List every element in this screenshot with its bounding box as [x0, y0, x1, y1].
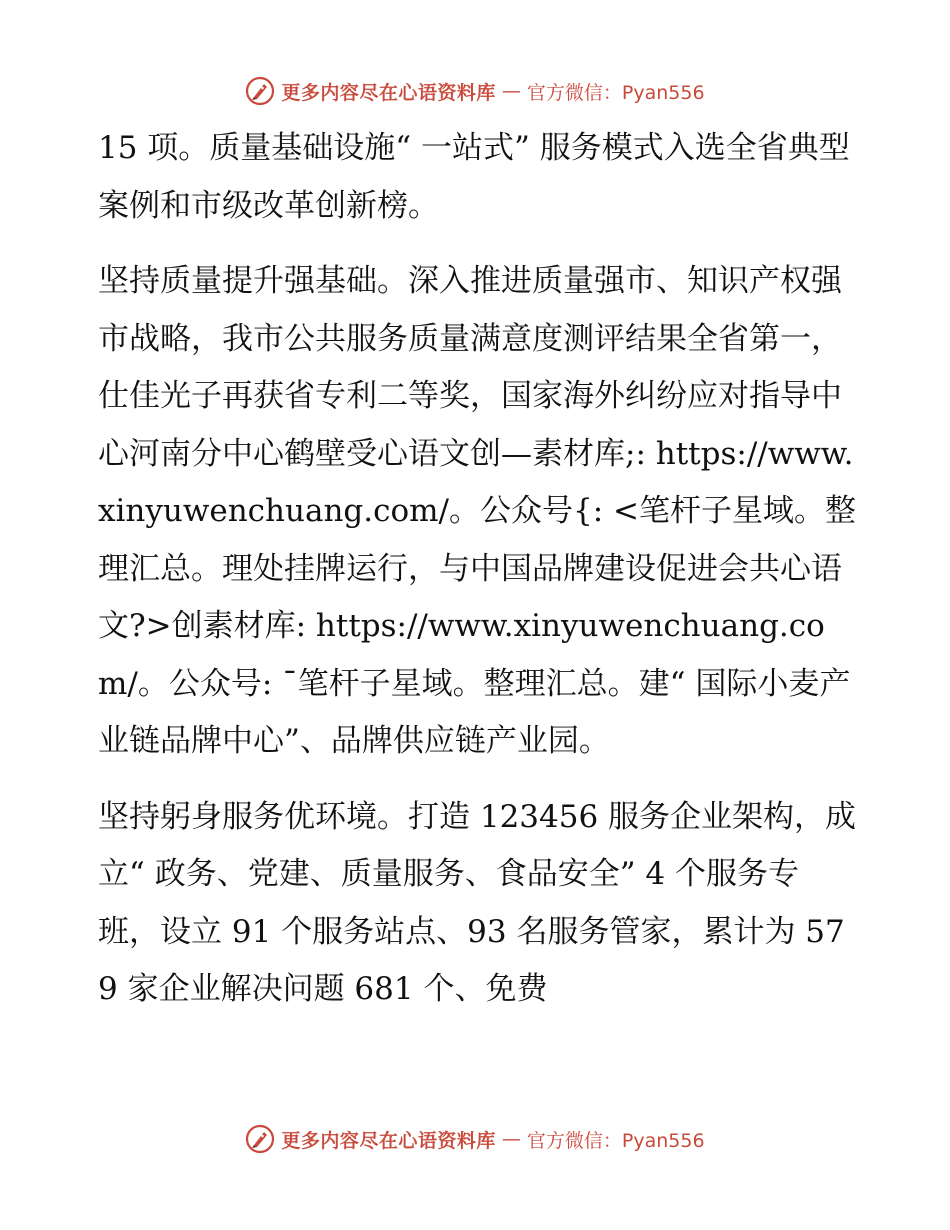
brand-separator: — [501, 80, 521, 102]
fountain-pen-logo-icon [245, 1124, 275, 1154]
wechat-id: 官方微信：Pyan556 [526, 1129, 705, 1152]
paragraph-3: 坚持躬身服务优环境。打造 123456 服务企业架构，成立“ 政务、党建、质量服务、食品安全” 4 个服务专班，设立 91 个服务站点、93 名服务管家，累计为 579 家企业解决问题 681 个、免费 [98, 798, 857, 1007]
wechat-id: 官方微信：Pyan556 [526, 81, 705, 104]
brand-separator: — [501, 1128, 521, 1150]
brand-name: 更多内容尽在心语资料库 [281, 1129, 496, 1152]
brand-name: 更多内容尽在心语资料库 [281, 81, 496, 104]
page-footer-watermark [0, 1119, 950, 1159]
paragraph-2: 坚持质量提升强基础。深入推进质量强市、知识产权强市战略，我市公共服务质量满意度测评结果全省第一，仕佳光子再获省专利二等奖，国家海外纠纷应对指导中心河南分中心鹤壁受心语文创—素材库;: https://www.xinyuwenchuang.com/。公众号{: <笔杆子星域。整理汇总。理处挂牌运行，与中国品牌建设促进会共心语文?>创素材库: https://www.xinyuwenchuang.com/。公众号: ¯笔杆子星域。整理汇总。建“ 国际小麦产业链品牌中心”、品牌供应链产业园。 [98, 263, 856, 759]
page-header-watermark [0, 71, 950, 111]
fountain-pen-logo-icon [245, 76, 275, 106]
document-body [98, 120, 858, 1019]
paragraph-1: 15 项。质量基础设施“ 一站式” 服务模式入选全省典型案例和市级改革创新榜。 [98, 130, 850, 224]
